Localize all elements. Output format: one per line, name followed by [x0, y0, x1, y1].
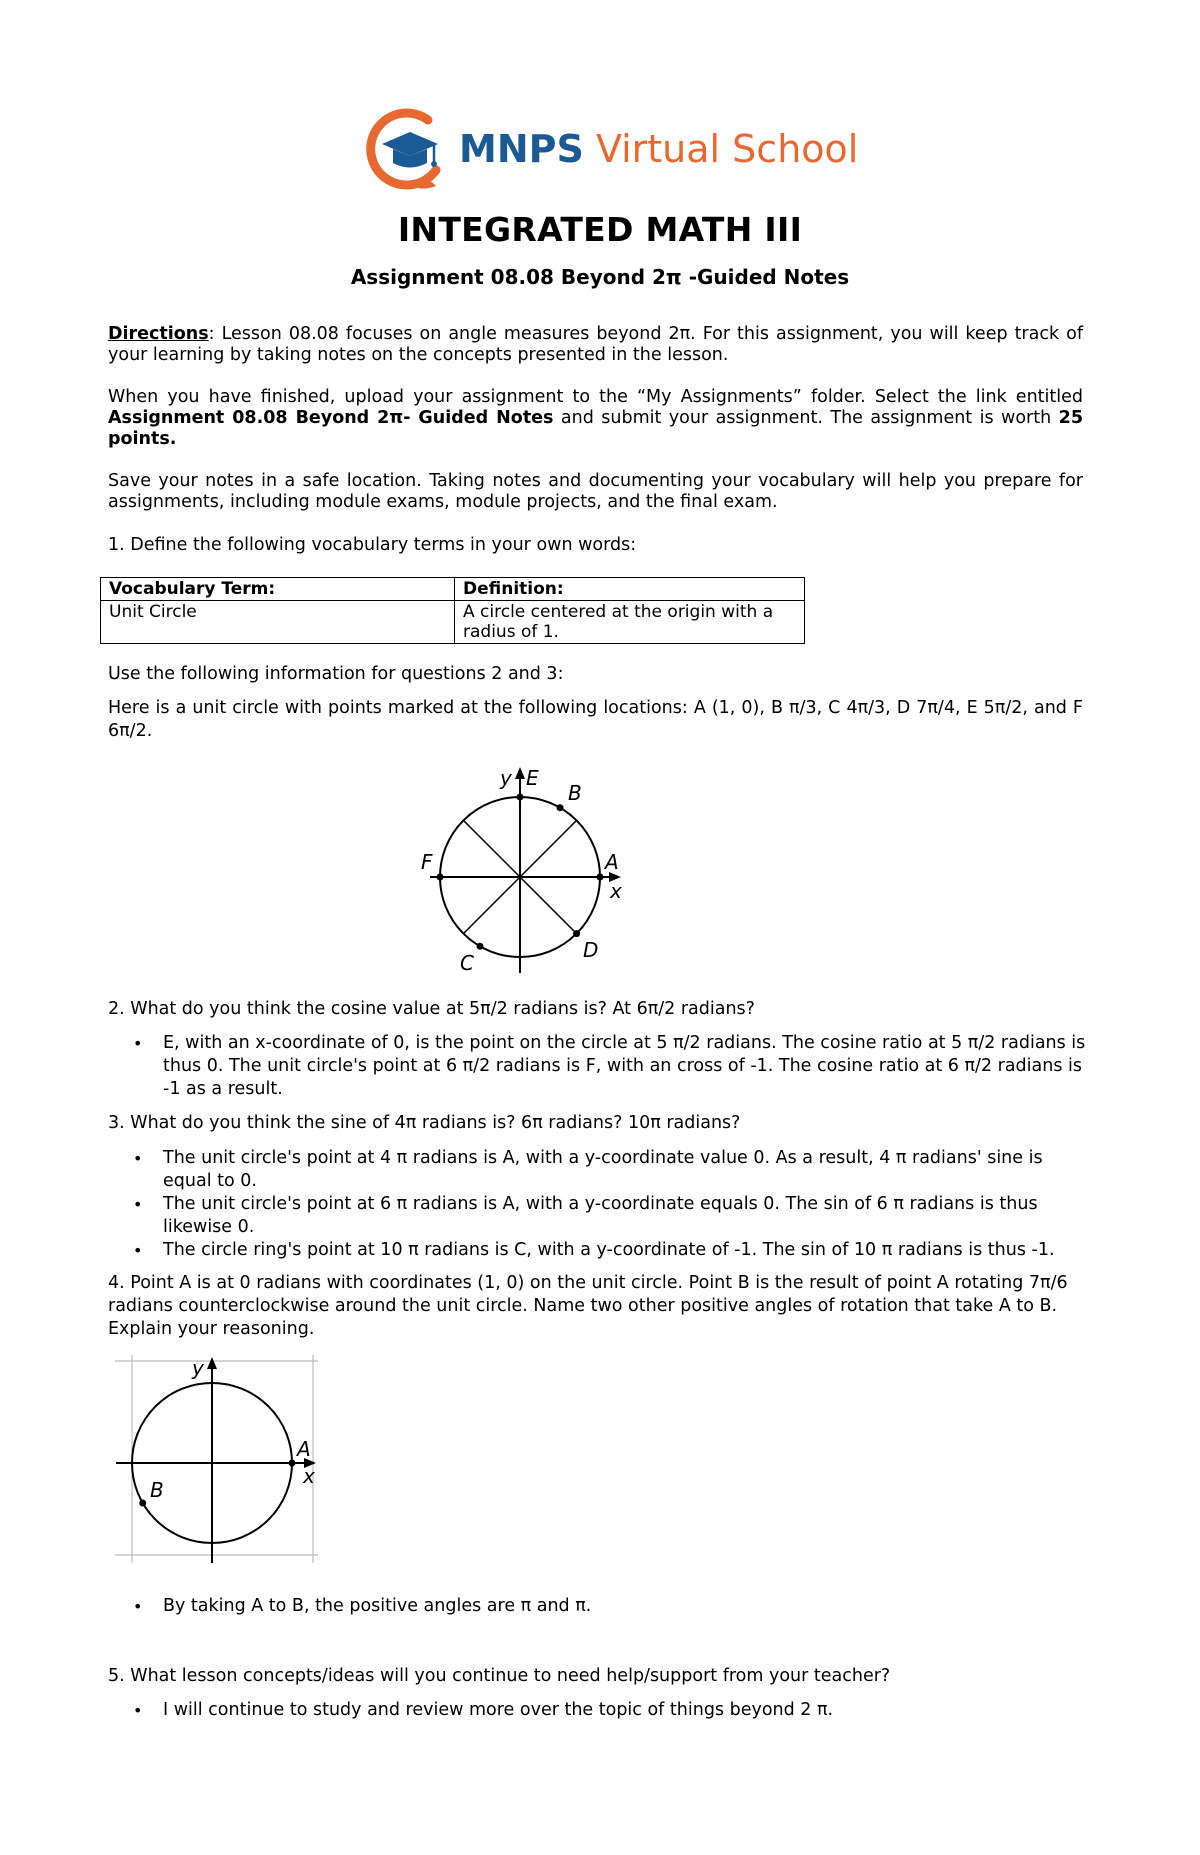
label-x: x — [610, 879, 622, 903]
upload-paragraph — [108, 387, 1083, 450]
point-f — [437, 874, 444, 881]
answer-text: By taking A to B, the positive angles are π and π. — [163, 1596, 592, 1616]
assignment-link-name: Assignment 08.08 Beyond 2π- Guided Notes — [108, 408, 554, 428]
graduation-cap-icon — [366, 108, 456, 198]
list-item — [133, 1595, 1093, 1618]
label-d: D — [583, 938, 599, 962]
question-5: 5. What lesson concepts/ideas will you continue to need help/support from your teacher? — [108, 1666, 891, 1686]
label-a: A — [297, 1437, 311, 1461]
list-item — [133, 1699, 1093, 1722]
bullet-icon: • — [133, 1149, 143, 1168]
assignment-subtitle: Assignment 08.08 Beyond 2π -Guided Notes — [350, 265, 850, 289]
list-item — [133, 1147, 1093, 1193]
point-b — [557, 804, 564, 811]
vocabulary-table — [100, 577, 805, 644]
list-item — [133, 1239, 1093, 1262]
upload-text-1: When you have finished, upload your assignment to the “My Assignments” folder. Select the link entitled — [108, 387, 1083, 407]
answer-text: The circle ring's point at 10 π radians is C, with a y-coordinate of -1. The sin of 10 π radians is thus -1. — [163, 1240, 1055, 1260]
label-x: x — [303, 1464, 315, 1488]
upload-text-2: and submit your assignment. The assignment is worth — [553, 408, 1059, 428]
page-title: INTEGRATED MATH III — [397, 210, 803, 249]
list-item — [133, 1193, 1093, 1239]
label-c: C — [460, 951, 474, 975]
point-e — [517, 794, 524, 801]
header-term: Vocabulary Term: — [101, 578, 455, 601]
answer-text: The unit circle's point at 6 π radians is A, with a y-coordinate equals 0. The sin of 6 π radians is thus likewise 0. — [163, 1194, 1038, 1237]
directions-paragraph — [108, 324, 1083, 366]
point-a — [597, 874, 604, 881]
grid-lines — [115, 1355, 318, 1563]
save-note-paragraph: Save your notes in a safe location. Taking notes and documenting your vocabulary will help you prepare for assignments, including module exams, module projects, and the final exam. — [108, 471, 1083, 512]
bullet-icon: • — [133, 1034, 143, 1053]
logo-suffix: Virtual School — [595, 127, 859, 171]
point-c — [477, 943, 484, 950]
logo-brand: MNPS — [459, 127, 584, 171]
point-a — [289, 1460, 296, 1467]
label-e: E — [526, 766, 539, 790]
header-definition: Definition: — [455, 578, 805, 601]
answer-text: E, with an x-coordinate of 0, is the point on the circle at 5 π/2 radians. The cosine ratio at 5 π/2 radians is thus 0. The unit circle's point at 6 π/2 radians is F, with an cross of -1. The cosine ratio at 6 π/2 radians is -1 as a result. — [163, 1033, 1086, 1099]
info-points: Here is a unit circle with points marked at the following locations: A (1, 0), B π/3, C 4π/3, D 7π/4, E 5π/2, and F 6π/2. — [108, 698, 1083, 741]
info-intro: Use the following information for questions 2 and 3: — [108, 664, 564, 684]
bullet-icon: • — [133, 1701, 143, 1720]
bullet-icon: • — [133, 1597, 143, 1616]
y-axis-arrow — [515, 767, 525, 779]
point-d — [573, 930, 580, 937]
y-axis-arrow — [207, 1357, 217, 1369]
unit-circle-figure — [410, 765, 635, 975]
table-row — [101, 601, 805, 644]
bullet-icon: • — [133, 1195, 143, 1214]
definition-cell: A circle centered at the origin with a radius of 1. — [455, 601, 805, 644]
point-b — [139, 1500, 146, 1507]
directions-text: : Lesson 08.08 focuses on angle measures beyond 2π. For this assignment, you will keep track of your learning by taking notes on the concepts presented in the lesson. — [108, 324, 1083, 365]
answer-text: The unit circle's point at 4 π radians is A, with a y-coordinate value 0. As a result, 4 π radians' sine is equal to 0. — [163, 1148, 1043, 1191]
question-2: 2. What do you think the cosine value at 5π/2 radians is? At 6π/2 radians? — [108, 999, 755, 1019]
question-3: 3. What do you think the sine of 4π radians is? 6π radians? 10π radians? — [108, 1113, 741, 1133]
bullet-icon: • — [133, 1241, 143, 1260]
label-b: B — [568, 781, 582, 805]
rotation-figure — [110, 1355, 325, 1565]
directions-label: Directions — [108, 324, 209, 344]
question-1: 1. Define the following vocabulary terms in your own words: — [108, 535, 637, 555]
label-b: B — [150, 1478, 164, 1502]
label-y: y — [500, 766, 512, 790]
label-a: A — [605, 850, 619, 874]
label-f: F — [421, 850, 433, 874]
label-y: y — [192, 1356, 204, 1380]
mnps-logo — [366, 108, 859, 198]
term-cell: Unit Circle — [101, 601, 455, 644]
question-4: 4. Point A is at 0 radians with coordinates (1, 0) on the unit circle. Point B is the result of point A rotating 7π/6 radians counterclockwise around the unit circle. Name two other positive angles of rotation that take A to B. Explain your reasoning. — [108, 1273, 1068, 1339]
table-header-row — [101, 578, 805, 601]
points-value: 25 points. — [108, 408, 1083, 449]
list-item — [133, 1032, 1093, 1101]
answer-text: I will continue to study and review more over the topic of things beyond 2 π. — [163, 1700, 834, 1720]
